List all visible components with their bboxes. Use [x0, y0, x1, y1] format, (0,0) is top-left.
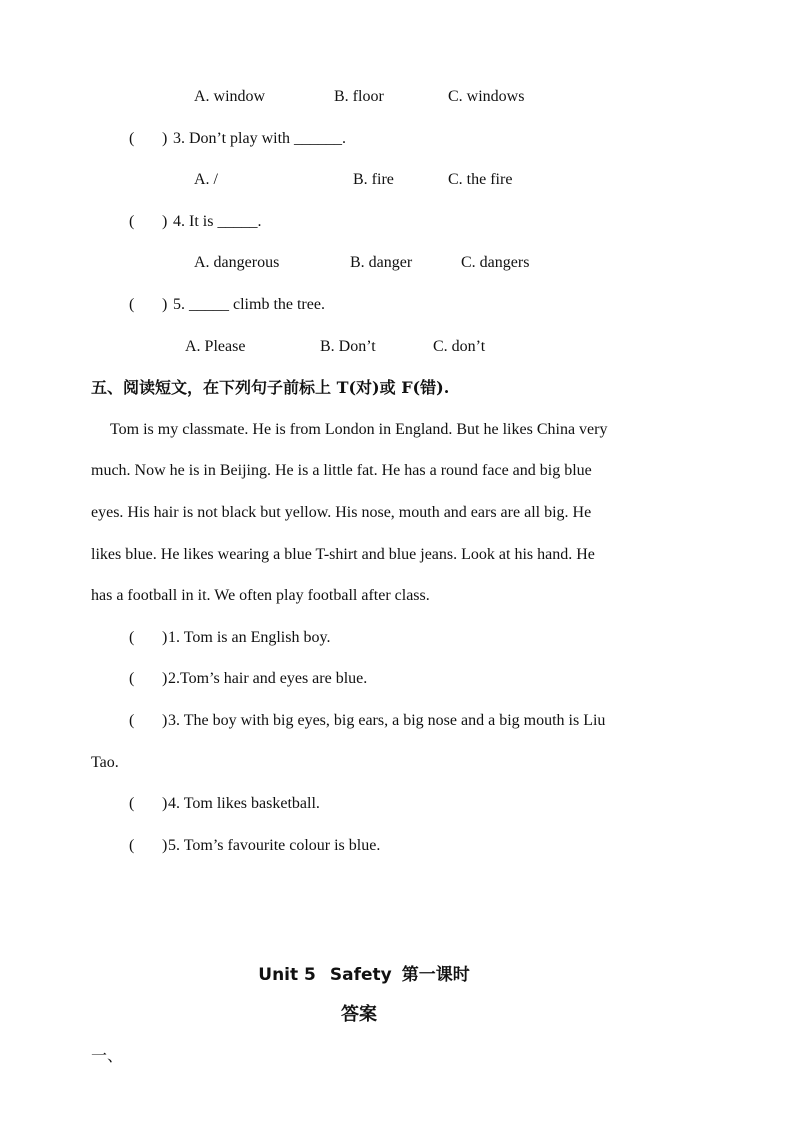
statement-5-paren-open: (	[129, 837, 135, 854]
q3-answer-paren-close: )	[162, 130, 168, 147]
q3-option-b: B. fire	[353, 171, 394, 188]
q4-answer-paren-open: (	[129, 213, 135, 230]
statement-3-continuation: Tao.	[91, 754, 119, 771]
section-five-title: 五、阅读短文，在下列句子前标上 T(对)或 F(错).	[91, 378, 450, 397]
statement-2-paren-close: )	[162, 670, 168, 687]
q4-answer-paren-close: )	[162, 213, 168, 230]
lesson-label: 第一课时	[401, 965, 470, 985]
q3-option-c: C. the fire	[448, 171, 513, 188]
statement-3-paren-open: (	[129, 712, 135, 729]
passage-line-5: has a football in it. We often play football after class.	[91, 587, 430, 604]
q2-option-b: B. floor	[334, 88, 384, 105]
q3-option-a: A. /	[194, 171, 218, 188]
unit-heading	[0, 960, 728, 985]
q5-option-b: B. Don’t	[320, 338, 376, 355]
passage-line-2: much. Now he is in Beijing. He is a little fat. He has a round face and big blue	[91, 462, 592, 479]
q5-answer-paren-open: (	[129, 296, 135, 313]
q5-question: 5. _____ climb the tree.	[173, 296, 325, 313]
statement-1-paren-open: (	[129, 629, 135, 646]
q3-answer-paren-open: (	[129, 130, 135, 147]
q5-option-c: C. don’t	[433, 338, 486, 355]
q5-option-a: A. Please	[185, 338, 246, 355]
statement-4: 4. Tom likes basketball.	[168, 795, 320, 812]
q4-option-b: B. danger	[350, 254, 413, 271]
q2-option-c: C. windows	[448, 88, 525, 105]
q2-option-a: A. window	[194, 88, 266, 105]
q4-option-c: C. dangers	[461, 254, 530, 271]
unit-number: Unit 5	[258, 965, 316, 985]
q3-question: 3. Don’t play with ______.	[173, 130, 347, 147]
passage-line-3: eyes. His hair is not black but yellow. His nose, mouth and ears are all big. He	[91, 504, 592, 521]
part-one-label: 一、	[91, 1046, 124, 1065]
unit-topic: Safety	[329, 965, 392, 985]
statement-2: 2.Tom’s hair and eyes are blue.	[168, 670, 368, 687]
statement-3-paren-close: )	[162, 712, 168, 729]
answer-heading: 答案	[341, 1004, 377, 1025]
q4-option-a: A. dangerous	[194, 254, 280, 271]
statement-3: 3. The boy with big eyes, big ears, a big nose and a big mouth is Liu	[168, 712, 606, 729]
statement-5: 5. Tom’s favourite colour is blue.	[168, 837, 381, 854]
passage-line-1: Tom is my classmate. He is from London in England. But he likes China very	[110, 421, 608, 438]
statement-5-paren-close: )	[162, 837, 168, 854]
q4-question: 4. It is _____.	[173, 213, 262, 230]
statement-4-paren-open: (	[129, 795, 135, 812]
statement-2-paren-open: (	[129, 670, 135, 687]
q5-answer-paren-close: )	[162, 296, 168, 313]
statement-1-paren-close: )	[162, 629, 168, 646]
passage-line-4: likes blue. He likes wearing a blue T-shirt and blue jeans. Look at his hand. He	[91, 546, 595, 563]
statement-1: 1. Tom is an English boy.	[168, 629, 331, 646]
statement-4-paren-close: )	[162, 795, 168, 812]
